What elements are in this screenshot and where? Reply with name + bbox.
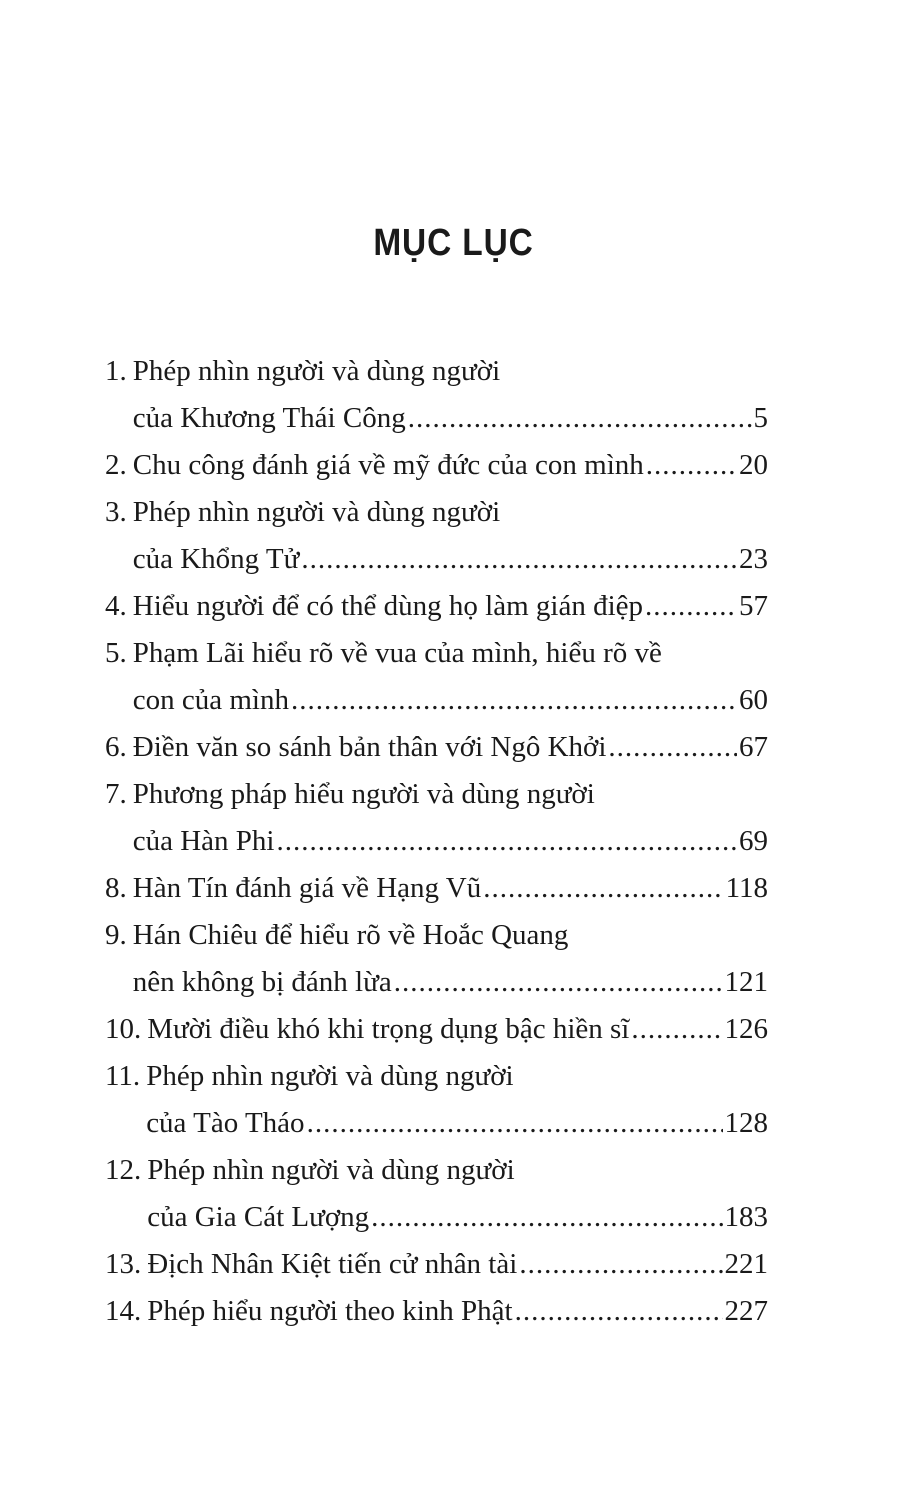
toc-line [105, 677, 768, 724]
entry-title: của Gia Cát Lượng [147, 1201, 370, 1233]
toc-line [105, 818, 768, 865]
page-number: 67 [739, 731, 768, 763]
entry-title: Hán Chiêu để hiểu rõ về Hoắc Quang [132, 919, 569, 951]
entry-title: con của mình [132, 684, 289, 716]
entry-number: 10. [105, 1013, 142, 1045]
toc-entry[interactable] [105, 489, 768, 583]
entry-title: Phương pháp hiểu người và dùng người [132, 778, 595, 810]
dot-leader [645, 583, 737, 630]
toc-line [105, 724, 768, 771]
toc-line [105, 1006, 768, 1053]
entry-title: Phép nhìn người và dùng người [147, 1154, 515, 1186]
page-number: 69 [739, 825, 768, 857]
entry-title: Phép hiểu người theo kinh Phật [147, 1295, 513, 1327]
entry-number: 4. [105, 590, 127, 622]
dot-leader [646, 442, 737, 489]
page-number: 128 [724, 1107, 768, 1139]
entry-number: 3. [105, 496, 127, 528]
entry-number: 2. [105, 449, 127, 481]
entry-title: Điền văn so sánh bản thân với Ngô Khởi [132, 731, 607, 763]
entry-title: Hàn Tín đánh giá về Hạng Vũ [132, 872, 482, 904]
page-number: 5 [753, 402, 768, 434]
entry-title: Phép nhìn người và dùng người [146, 1060, 514, 1092]
page-number: 57 [739, 590, 768, 622]
toc-line [105, 395, 768, 442]
page-number: 227 [724, 1295, 768, 1327]
toc-line [105, 348, 768, 395]
page-number: 118 [725, 872, 768, 904]
entry-title: nên không bị đánh lừa [132, 966, 392, 998]
page-number: 121 [724, 966, 768, 998]
entry-title: Chu công đánh giá về mỹ đức của con mình [132, 449, 644, 481]
page-number: 221 [724, 1248, 768, 1280]
dot-leader [301, 536, 737, 583]
entry-number: 7. [105, 778, 127, 810]
toc-line [105, 1053, 768, 1100]
entry-title: Địch Nhân Kiệt tiến cử nhân tài [147, 1248, 518, 1280]
toc-entry[interactable] [105, 1288, 768, 1335]
page-number: 23 [739, 543, 768, 575]
toc-entry[interactable] [105, 442, 768, 489]
toc-entry[interactable] [105, 1053, 768, 1147]
entry-number: 5. [105, 637, 127, 669]
entry-number: 13. [105, 1248, 142, 1280]
toc-line [105, 865, 768, 912]
page-number: 60 [739, 684, 768, 716]
toc-line [105, 1288, 768, 1335]
entry-title: của Khương Thái Công [132, 402, 406, 434]
toc-entry[interactable] [105, 1147, 768, 1241]
toc-line [105, 1241, 768, 1288]
dot-leader [277, 818, 738, 865]
entry-title: của Khổng Tử [132, 543, 300, 575]
entry-number: 14. [105, 1295, 142, 1327]
dot-leader [631, 1006, 722, 1053]
entry-number: 12. [105, 1154, 142, 1186]
entry-title: Phép nhìn người và dùng người [132, 355, 501, 387]
entry-number: 6. [105, 731, 127, 763]
entry-number: 8. [105, 872, 127, 904]
entry-title: Mười điều khó khi trọng dụng bậc hiền sĩ [147, 1013, 630, 1045]
dot-leader [394, 959, 723, 1006]
toc-line [105, 912, 768, 959]
dot-leader [371, 1194, 722, 1241]
toc-entry[interactable] [105, 724, 768, 771]
toc-line [105, 536, 768, 583]
dot-leader [515, 1288, 723, 1335]
toc-entry[interactable] [105, 630, 768, 724]
dot-leader [408, 395, 752, 442]
page-number: 126 [724, 1013, 768, 1045]
entry-number: 1. [105, 355, 127, 387]
toc-line [105, 1100, 768, 1147]
table-of-contents [105, 348, 768, 1335]
toc-line [105, 630, 768, 677]
page-number: 20 [739, 449, 768, 481]
dot-leader [519, 1241, 722, 1288]
toc-entry[interactable] [105, 771, 768, 865]
page-number: 183 [724, 1201, 768, 1233]
entry-number: 9. [105, 919, 127, 951]
toc-entry[interactable] [105, 583, 768, 630]
toc-line [105, 489, 768, 536]
page-title: MỤC LỤC [373, 222, 534, 264]
toc-entry[interactable] [105, 865, 768, 912]
toc-line [105, 771, 768, 818]
dot-leader [291, 677, 737, 724]
toc-entry[interactable] [105, 1241, 768, 1288]
toc-line [105, 583, 768, 630]
entry-title: Phép nhìn người và dùng người [132, 496, 501, 528]
entry-number: 11. [105, 1060, 141, 1092]
dot-leader [608, 724, 737, 771]
entry-title: Hiểu người để có thể dùng họ làm gián điệp [132, 590, 643, 622]
entry-title: của Hàn Phi [132, 825, 275, 857]
toc-line [105, 959, 768, 1006]
entry-title: Phạm Lãi hiểu rõ về vua của mình, hiểu rõ về [132, 637, 662, 669]
toc-line [105, 442, 768, 489]
toc-entry[interactable] [105, 1006, 768, 1053]
toc-line [105, 1194, 768, 1241]
toc-entry[interactable] [105, 912, 768, 1006]
dot-leader [307, 1100, 723, 1147]
entry-title: của Tào Tháo [146, 1107, 305, 1139]
toc-line [105, 1147, 768, 1194]
dot-leader [483, 865, 723, 912]
toc-entry[interactable] [105, 348, 768, 442]
